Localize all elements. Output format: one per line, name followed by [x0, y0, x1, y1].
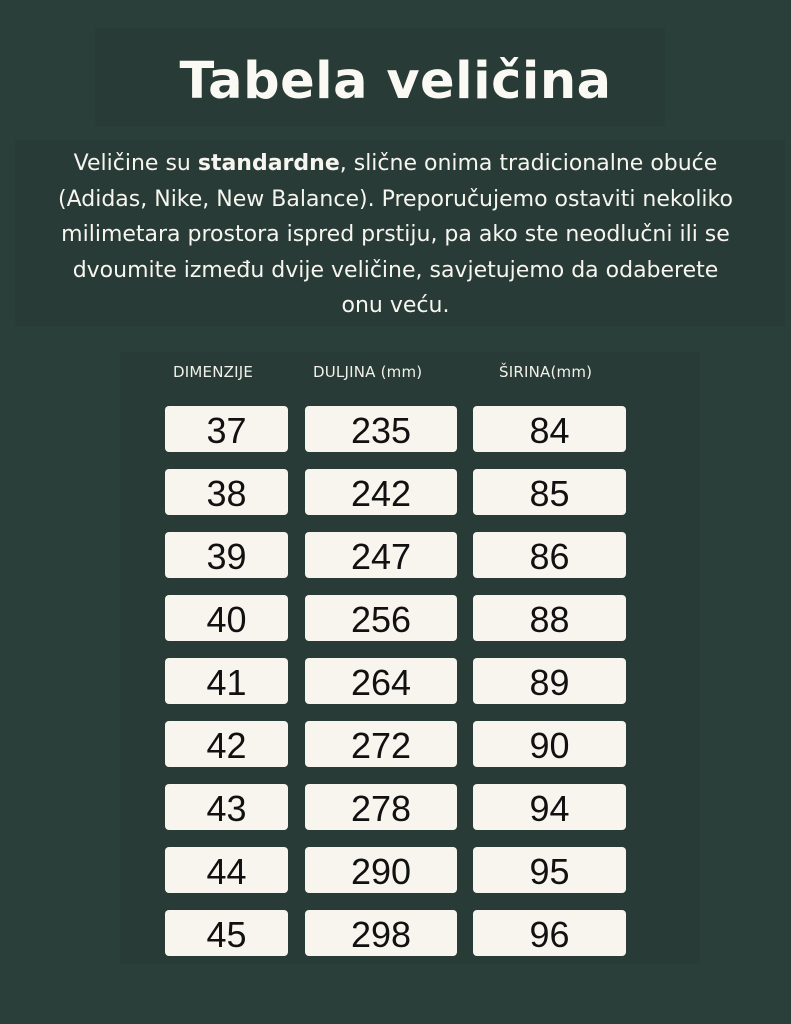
size-cell: 43 — [165, 784, 288, 830]
size-cell: 44 — [165, 847, 288, 893]
length-cell: 242 — [305, 469, 457, 515]
description-line-4: dvoumite između dvije veličine, savjetujemo da odaberete — [72, 257, 719, 283]
width-cell: 95 — [473, 847, 626, 893]
width-cell: 86 — [473, 532, 626, 578]
description-text: Veličine su — [73, 151, 198, 176]
size-cell: 37 — [165, 406, 288, 452]
size-description — [0, 146, 791, 324]
description-line-3: milimetara prostora ispred prstiju, pa ako ste neodlučni ili se — [61, 222, 730, 247]
length-cell: 278 — [305, 784, 457, 830]
description-line-5: onu veću. — [341, 293, 450, 318]
width-cell: 94 — [473, 784, 626, 830]
size-cell: 42 — [165, 721, 288, 767]
header-dimensions: DIMENZIJE — [173, 363, 254, 381]
size-cell: 39 — [165, 532, 288, 578]
description-emphasis: standardne — [197, 151, 340, 176]
length-cell: 247 — [305, 532, 457, 578]
width-cell: 90 — [473, 721, 626, 767]
length-cell: 290 — [305, 847, 457, 893]
length-cell: 298 — [305, 910, 457, 956]
width-cell: 85 — [473, 469, 626, 515]
length-cell: 272 — [305, 721, 457, 767]
size-cell: 45 — [165, 910, 288, 956]
page-title: Tabela veličina — [179, 52, 612, 111]
size-cell: 40 — [165, 595, 288, 641]
width-cell: 96 — [473, 910, 626, 956]
header-width: ŠIRINA(mm) — [499, 363, 593, 381]
size-cell: 38 — [165, 469, 288, 515]
length-cell: 256 — [305, 595, 457, 641]
size-cell: 41 — [165, 658, 288, 704]
description-text: , slične onima tradicionalne obuće — [339, 151, 718, 176]
width-cell: 88 — [473, 595, 626, 641]
length-cell: 264 — [305, 658, 457, 704]
description-line-2: (Adidas, Nike, New Balance). Preporučujemo ostaviti nekoliko — [58, 186, 733, 212]
width-cell: 89 — [473, 658, 626, 704]
description-line-1 — [0, 146, 791, 182]
width-cell: 84 — [473, 406, 626, 452]
header-length: DULJINA (mm) — [313, 363, 423, 381]
length-cell: 235 — [305, 406, 457, 452]
